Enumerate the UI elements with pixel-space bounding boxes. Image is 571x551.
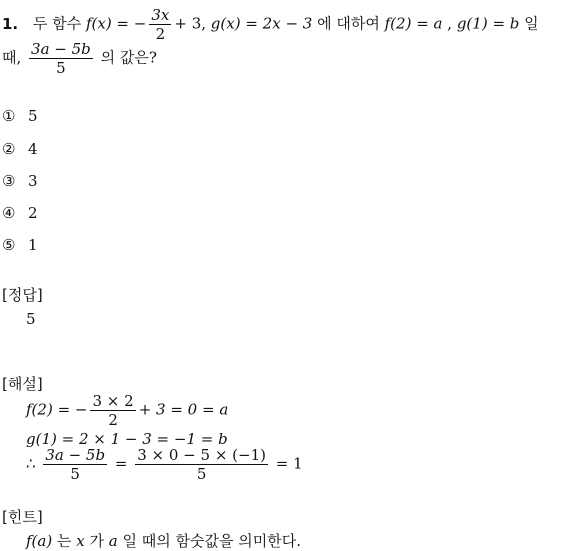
hint-text-3: 일 때의 함숫값을 의미한다.: [122, 532, 301, 550]
equals-sign: =: [114, 454, 128, 473]
therefore-symbol: ∴: [26, 454, 36, 473]
solution-line-3: [26, 446, 303, 483]
solution-title: [해설]: [2, 375, 43, 393]
function-f-definition: f(x) = −: [85, 14, 147, 33]
choice-5-mark: ⑤: [2, 236, 16, 254]
fraction-substitution: $\frac{3 \times 0 - 5 \times (-1)}{5}$: [137, 446, 266, 483]
choice-2[interactable]: [2, 140, 38, 158]
hint-a: a: [108, 532, 118, 550]
answer-title: [정답]: [2, 286, 43, 304]
fraction-3x-over-2: $\frac{3x}{2}$: [151, 6, 170, 43]
question-text-when-2: 때,: [2, 48, 22, 67]
choice-3-mark: ③: [2, 172, 16, 190]
question-text-about: 에 대하여: [317, 14, 380, 33]
fraction-3a-5b-over-5-solution: $\frac{3a - 5b}{5}$: [45, 446, 106, 483]
question-text-value: 의 값은?: [100, 48, 157, 67]
solution-line-2: g(1) = 2 × 1 − 3 = −1 = b: [26, 430, 228, 448]
choice-5[interactable]: [2, 236, 38, 254]
answer-value: 5: [26, 310, 36, 328]
choice-2-mark: ②: [2, 140, 16, 158]
solution-result: = 1: [275, 454, 303, 473]
hint-text-1: 는: [56, 532, 72, 550]
choice-3[interactable]: [2, 172, 38, 190]
hint-title: [힌트]: [2, 508, 43, 526]
choice-4[interactable]: [2, 204, 38, 222]
question-number: 1.: [2, 14, 19, 33]
question-line-2: [2, 40, 157, 77]
solution-line-1: [26, 392, 228, 429]
question-text-when: 일: [524, 14, 539, 33]
fraction-3x2-over-2: $\frac{3 \times 2}{2}$: [92, 392, 134, 429]
choice-4-value: 2: [28, 204, 38, 222]
hint-text-2: 가: [89, 532, 105, 550]
solution-f2-lhs: f(2) = −: [26, 400, 88, 419]
choice-4-mark: ④: [2, 204, 16, 222]
f2-equals-a: f(2) = a: [384, 14, 443, 33]
choice-1[interactable]: [2, 107, 38, 125]
choice-5-value: 1: [28, 236, 38, 254]
function-f-tail: + 3,: [174, 14, 207, 33]
choice-1-mark: ①: [2, 107, 16, 125]
question-line-1: [2, 6, 539, 43]
comma: ,: [447, 14, 453, 33]
function-g-definition: g(x) = 2x − 3: [210, 14, 313, 33]
choice-2-value: 4: [28, 140, 38, 158]
hint-fa: f(a): [26, 532, 53, 550]
solution-f2-tail: + 3 = 0 = a: [138, 400, 229, 419]
choice-3-value: 3: [28, 172, 38, 190]
g1-equals-b: g(1) = b: [456, 14, 520, 33]
question-text-intro: 두 함수: [32, 14, 82, 33]
hint-x: x: [76, 532, 85, 550]
fraction-3a-5b-over-5: $\frac{3a - 5b}{5}$: [31, 40, 91, 77]
choice-1-value: 5: [28, 107, 38, 125]
